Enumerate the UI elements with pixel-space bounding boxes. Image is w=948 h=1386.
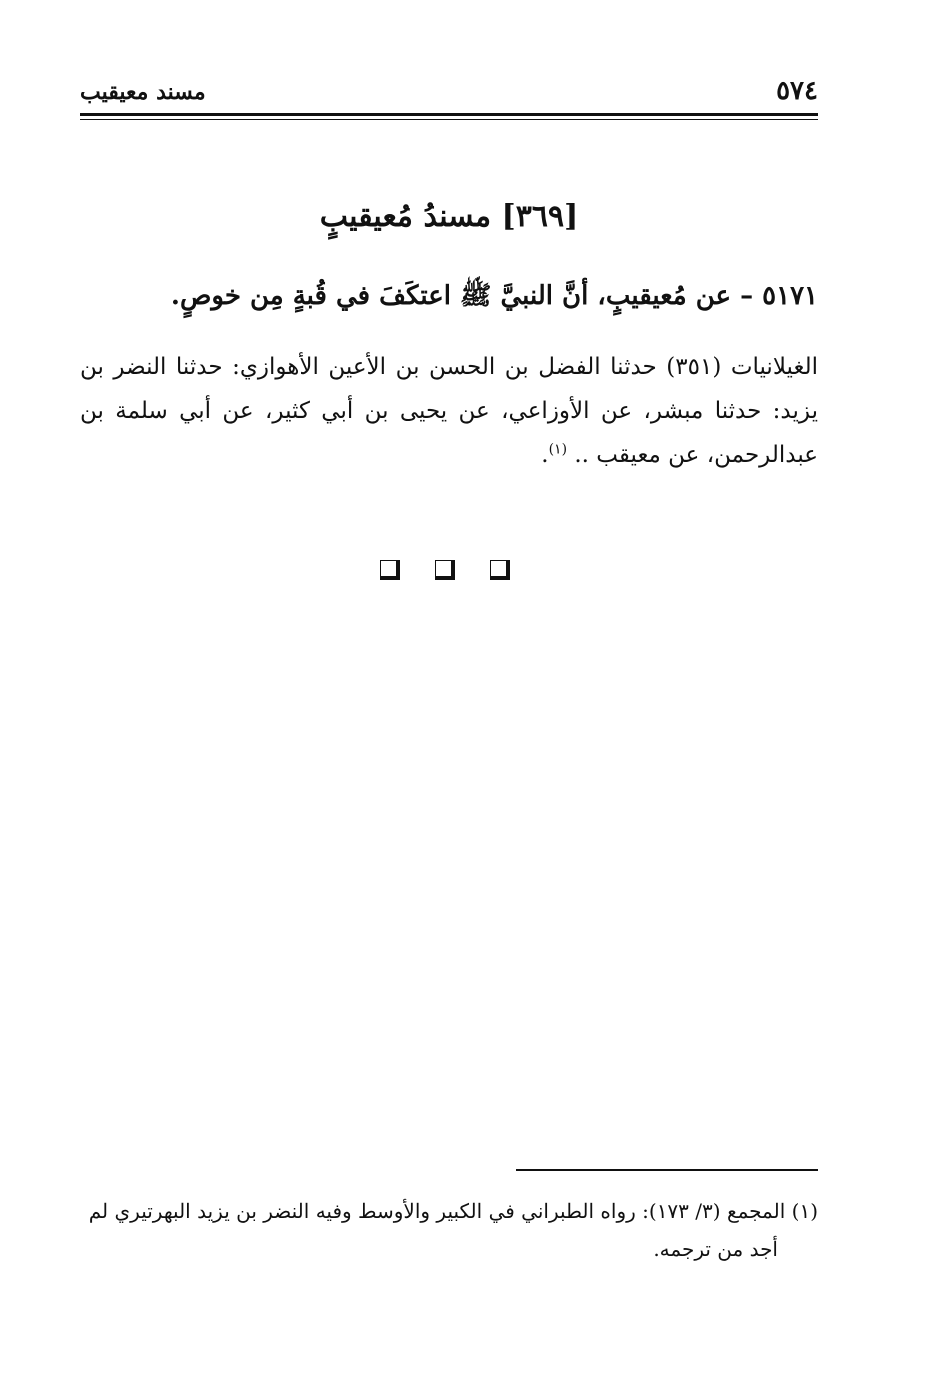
isnad-text: الغيلانيات (٣٥١) حدثنا الفضل بن الحسن بن الأعين الأهوازي: حدثنا النضر بن يزيد: حدثنا مبشر، عن الأوزاعي، عن يحيى بن أبي كثير، عن أبي سلمة بن عبدالرحمن، عن معيقب .. [80, 354, 818, 468]
separator-box-icon [380, 560, 400, 580]
section-title: [٣٦٩] مسندُ مُعيقيبٍ [319, 199, 579, 234]
separator-box-icon [490, 560, 510, 580]
page-number: ٥٧٤ [776, 76, 818, 106]
isnad-end: . [541, 442, 549, 468]
section-separator [380, 560, 510, 584]
footnote-line-1: (١) المجمع (٣/ ١٧٣): رواه الطبراني في الكبير والأوسط وفيه النضر بن يزيد البهرتيري لم [88, 1199, 818, 1223]
footnote-line-2: أجد من ترجمه. [653, 1237, 778, 1261]
separator-box-icon [435, 560, 455, 580]
isnad-paragraph [80, 345, 818, 477]
footnote-rule [516, 1169, 818, 1171]
header-rule-thick [80, 113, 818, 116]
running-header-title: مسند معيقيب [80, 79, 206, 105]
footnote [80, 1192, 818, 1268]
header-rule-thin [80, 119, 818, 120]
hadith-text: ٥١٧١ – عن مُعيقيبٍ، أنَّ النبيَّ ﷺ اعتكَفَ في قُبةٍ مِن خوصٍ. [170, 281, 818, 311]
running-header [80, 74, 818, 110]
footnote-reference: (١) [548, 441, 568, 458]
